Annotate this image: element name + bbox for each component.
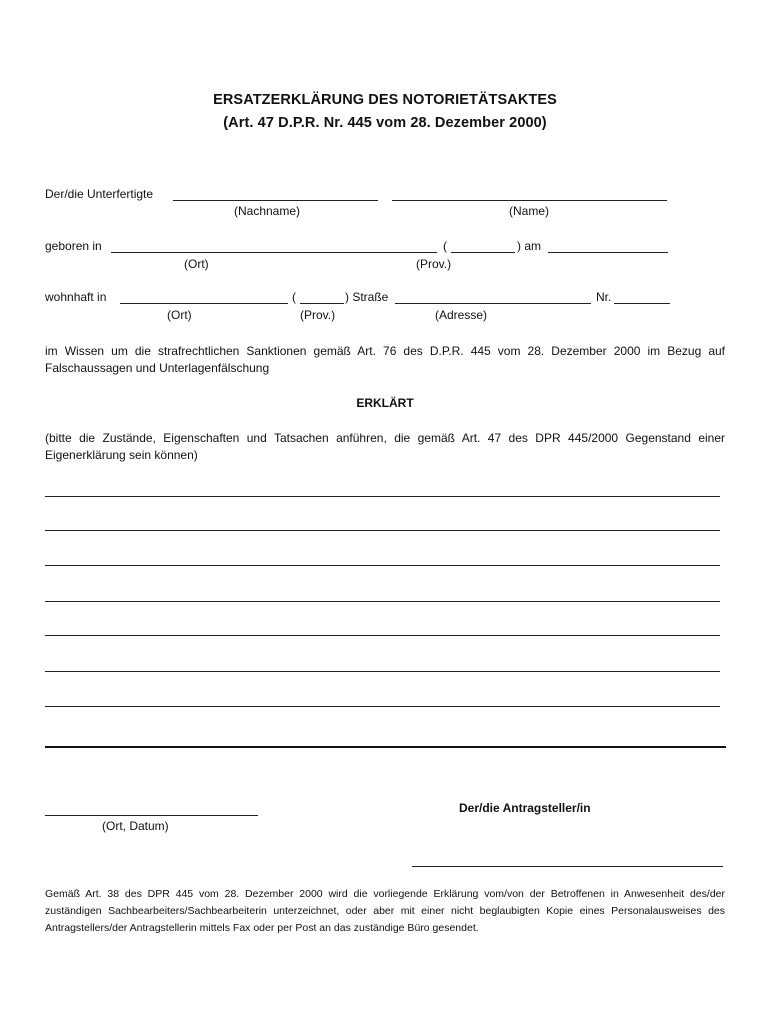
place-date-field[interactable] [45,815,258,816]
residence-province-caption: (Prov.) [300,308,336,322]
residence-prov-open-paren: ( [292,290,296,304]
declaration-line[interactable] [45,565,720,566]
birthdate-field[interactable] [548,252,668,253]
declaration-line[interactable] [45,530,720,531]
undersigned-label: Der/die Unterfertigte [45,187,154,201]
birth-province-field[interactable] [451,252,515,253]
declaration-line[interactable] [45,496,720,497]
address-caption: (Adresse) [435,308,488,322]
house-number-label: Nr. [596,290,612,304]
house-number-field[interactable] [614,303,670,304]
declaration-line[interactable] [45,671,720,672]
declaration-line[interactable] [45,635,720,636]
birth-province-caption: (Prov.) [416,257,452,271]
birthplace-field[interactable] [111,252,437,253]
declaration-line[interactable] [45,706,720,707]
document-title: ERSATZERKLÄRUNG DES NOTORIETÄTSAKTES [213,92,557,108]
birthplace-caption: (Ort) [184,257,209,271]
declares-heading: ERKLÄRT [356,396,414,410]
born-in-label: geboren in [45,239,102,253]
residence-place-field[interactable] [120,303,288,304]
applicant-label: Der/die Antragsteller/in [459,801,591,815]
signature-field[interactable] [412,866,723,867]
place-date-caption: (Ort, Datum) [102,819,169,833]
resident-in-label: wohnhaft in [45,290,107,304]
document-subtitle: (Art. 47 D.P.R. Nr. 445 vom 28. Dezember 2000) [223,115,547,131]
residence-province-field[interactable] [300,303,344,304]
birth-date-label: ) am [517,239,541,253]
footer-note: Gemäß Art. 38 des DPR 445 vom 28. Dezember 2000 wird die vorliegende Erklärung vom/von der Betroffenen in Anwesenheit des/der zuständigen Sachbearbeiters/Sachbearbeiterin unterzeichnet, oder aber mit einer nicht beglaubigten Kopie eines Personalausweises des Antragstellers/der Antragstellerin mittels Fax oder per Post an das zuständige Büro gesendet. [45,888,725,934]
lastname-caption: (Nachname) [234,204,301,218]
lastname-field[interactable] [173,200,378,201]
declaration-line[interactable] [45,601,720,602]
birth-prov-open-paren: ( [443,239,447,253]
firstname-caption: (Name) [509,204,550,218]
section-divider [45,746,726,748]
residence-place-caption: (Ort) [167,308,192,322]
street-field[interactable] [395,303,591,304]
instruction-paragraph: (bitte die Zustände, Eigenschaften und Tatsachen anführen, die gemäß Art. 47 des DPR 445/2000 Gegenstand einer Eigenerklärung sein können) [45,431,725,462]
firstname-field[interactable] [392,200,667,201]
awareness-paragraph: im Wissen um die strafrechtlichen Sanktionen gemäß Art. 76 des D.P.R. 445 vom 28. Dezember 2000 im Bezug auf Falschaussagen und Unterlagenfälschung [45,344,725,375]
street-label: ) Straße [345,290,389,304]
